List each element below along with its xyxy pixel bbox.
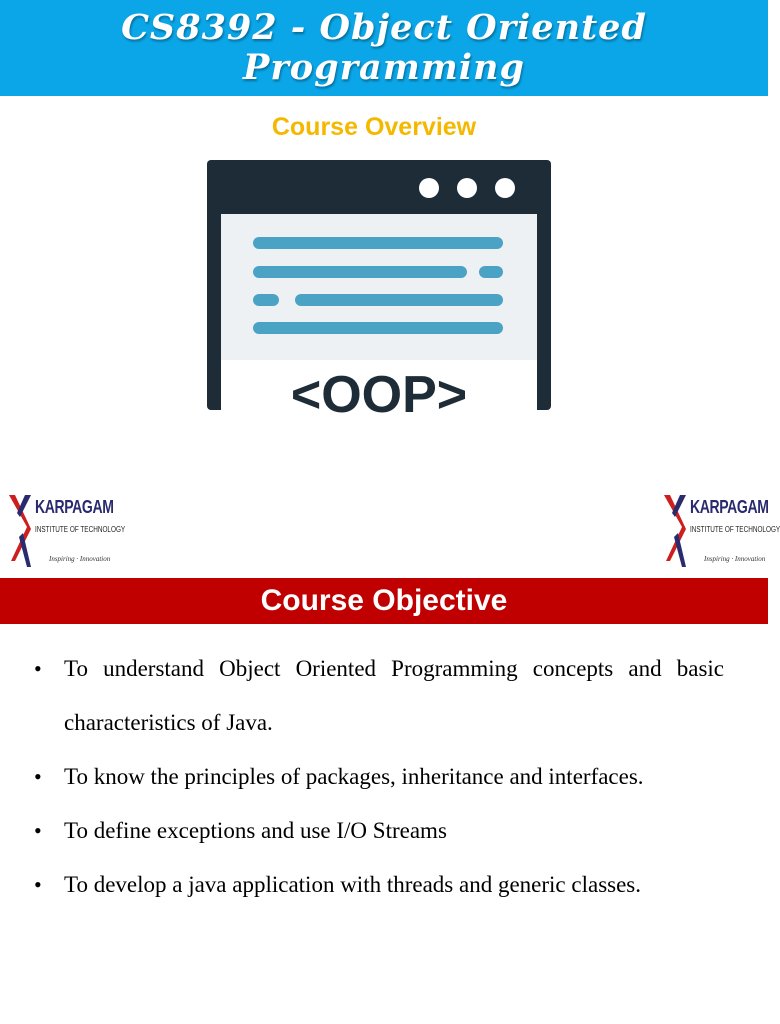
logo-subtitle: INSTITUTE OF TECHNOLOGY (690, 525, 780, 534)
objective-text: To develop a java application with threads and generic classes. (64, 872, 642, 897)
objective-item (34, 804, 724, 858)
bullet-icon: • (34, 656, 42, 681)
bullet-icon: • (34, 764, 42, 789)
oop-window-icon (207, 160, 551, 428)
karpagam-emblem-icon (5, 487, 35, 571)
course-objective-heading: Course Objective (260, 584, 508, 617)
objective-text: To define exceptions and use I/O Streams (64, 818, 447, 843)
logo-name: KARPAGAM (35, 497, 114, 517)
logo-tagline: Inspiring · Innovation (49, 555, 111, 563)
title-banner (0, 0, 768, 96)
course-objective-banner (0, 578, 768, 624)
objective-item (34, 858, 724, 912)
objective-item (34, 642, 724, 750)
karpagam-logo-left (5, 487, 126, 571)
objective-list (34, 642, 724, 912)
course-overview-heading: Course Overview (271, 113, 477, 141)
oop-label: <OOP> (290, 366, 468, 424)
objective-text: To understand Object Oriented Programming concepts and basic characteristics of Java. (64, 656, 724, 735)
karpagam-emblem-icon (660, 487, 690, 571)
karpagam-logo-right (660, 487, 780, 571)
page-title: CS8392 - Object Oriented Programming (121, 7, 647, 88)
bullet-icon: • (34, 872, 42, 897)
objective-text: To know the principles of packages, inheritance and interfaces. (64, 764, 644, 789)
logo-tagline: Inspiring · Innovation (704, 555, 766, 563)
bullet-icon: • (34, 818, 42, 843)
objective-item (34, 750, 724, 804)
logo-name: KARPAGAM (690, 497, 769, 517)
logo-subtitle: INSTITUTE OF TECHNOLOGY (35, 525, 126, 534)
oop-browser-illustration (207, 160, 551, 428)
